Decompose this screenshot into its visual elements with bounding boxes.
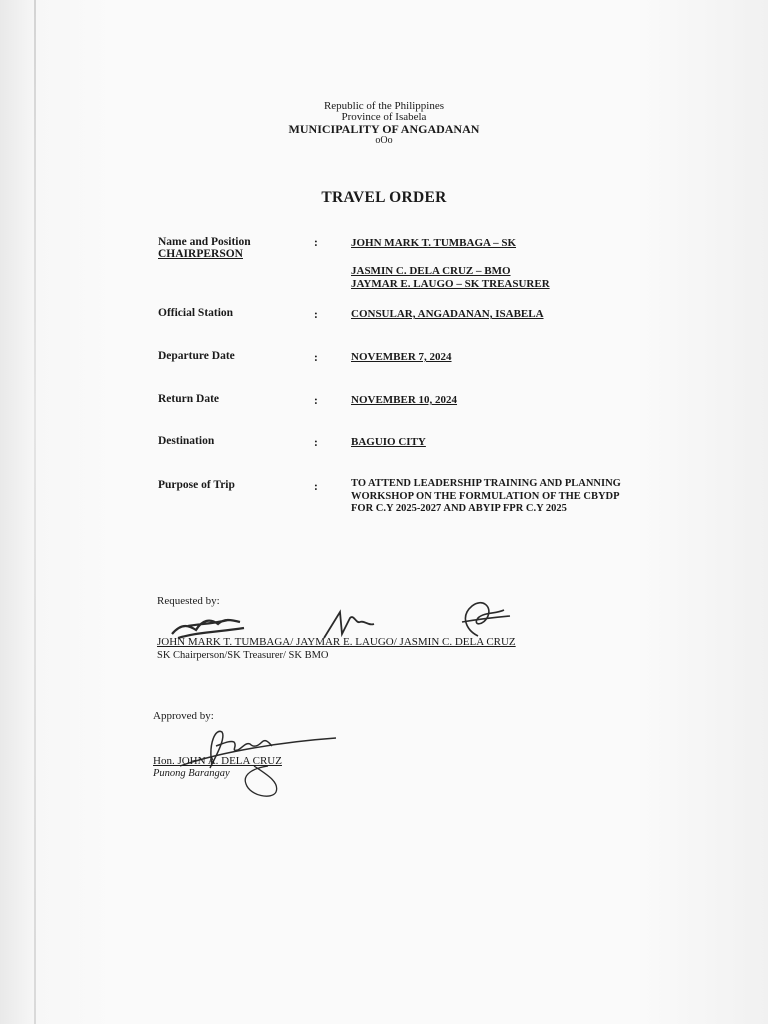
- purpose-value: TO ATTEND LEADERSHIP TRAINING AND PLANNING WORKSHOP ON THE FORMULATION OF THE CBYDP FOR C.Y 2025-2027 AND ABYIP FPR C.Y 2025: [351, 478, 621, 514]
- name-value-3: JAYMAR E. LAUGO – SK TREASURER: [351, 278, 550, 290]
- return-label: Return Date: [158, 393, 219, 405]
- destination-colon: :: [314, 437, 318, 449]
- departure-colon: :: [314, 352, 318, 364]
- name-value-2: JASMIN C. DELA CRUZ – BMO: [351, 265, 511, 277]
- document-title: TRAVEL ORDER: [321, 189, 447, 206]
- approver-name: Hon. JOHN A. DELA CRUZ: [153, 755, 282, 767]
- station-label: Official Station: [158, 307, 234, 319]
- return-value: NOVEMBER 10, 2024: [351, 394, 458, 406]
- province-line: Province of Isabela: [341, 111, 427, 123]
- departure-value: NOVEMBER 7, 2024: [351, 351, 452, 363]
- name-value-1: JOHN MARK T. TUMBAGA – SK: [351, 237, 517, 249]
- requesters-roles: SK Chairperson/SK Treasurer/ SK BMO: [157, 650, 329, 661]
- purpose-label: Purpose of Trip: [158, 479, 235, 491]
- requesters-names: JOHN MARK T. TUMBAGA/ JAYMAR E. LAUGO/ JASMIN C. DELA CRUZ: [157, 636, 516, 648]
- station-value: CONSULAR, ANGADANAN, ISABELA: [351, 308, 544, 320]
- purpose-colon: :: [314, 481, 318, 493]
- requested-by-label: Requested by:: [157, 595, 220, 607]
- name-colon: :: [314, 237, 318, 249]
- departure-label: Departure Date: [158, 350, 235, 362]
- name-position-label-line1: Name and Position: [158, 236, 251, 248]
- republic-line: Republic of the Philippines: [323, 100, 445, 112]
- station-colon: :: [314, 309, 318, 321]
- approver-title: Punong Barangay: [153, 768, 230, 779]
- return-colon: :: [314, 395, 318, 407]
- destination-label: Destination: [158, 435, 215, 447]
- letterhead: [0, 101, 768, 146]
- scan-edge-line: [34, 0, 36, 1024]
- approved-by-label: Approved by:: [153, 710, 214, 722]
- municipality-line: MUNICIPALITY OF ANGADANAN: [288, 122, 480, 136]
- name-position-label-line2: CHAIRPERSON: [158, 248, 243, 260]
- name-position-label: [158, 236, 251, 260]
- header-ornament: oOo: [375, 135, 393, 146]
- destination-value: BAGUIO CITY: [351, 436, 426, 448]
